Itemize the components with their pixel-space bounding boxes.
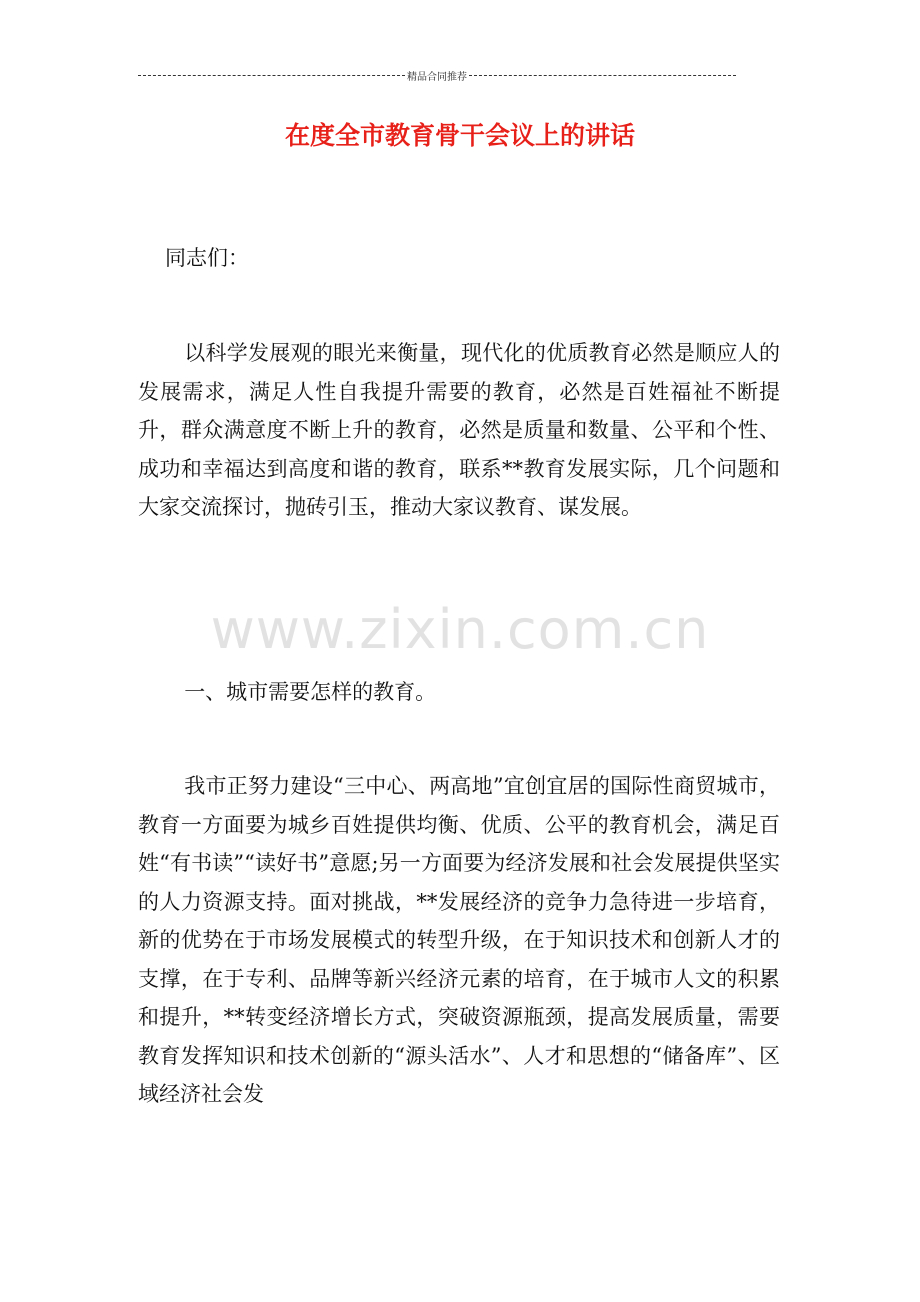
header-dash-right (469, 75, 736, 76)
header-dash-left (138, 75, 405, 76)
body-paragraph: 我市正努力建设“三中心、两高地”宜创宜居的国际性商贸城市，教育一方面要为城乡百姓提供均衡、优质、公平的教育机会，满足百姓“有书读”“读好书”意愿;另一方面要为经济发展和社会发展提供坚实的人力资源支持。面对挑战，**发展经济的竞争力急待进一步培育，新的优势在于市场发展模式的转型升级，在于知识技术和创新人才的支撑，在于专利、品牌等新兴经济元素的培育，在于城市人文的积累和提升，**转变经济增长方式，突破资源瓶颈，提高发展质量，需要教育发挥知识和技术创新的“源头活水”、人才和思想的“储备库”、区域经济社会发 (138, 774, 780, 1106)
section-heading: 一、城市需要怎样的教育。 (184, 680, 437, 704)
document-title: 在度全市教育骨干会议上的讲话 (284, 121, 635, 150)
watermark: www.zixin.com.cn (210, 598, 710, 661)
header-label: 精品合同推荐 (407, 72, 467, 83)
page-header (138, 68, 736, 83)
body-paragraph: 以科学发展观的眼光来衡量，现代化的优质教育必然是顺应人的发展需求，满足人性自我提升需要的教育，必然是百姓福祉不断提升，群众满意度不断上升的教育，必然是质量和数量、公平和个性、成功和幸福达到高度和谐的教育，联系**教育发展实际，几个问题和大家交流探讨，抛砖引玉，推动大家议教育、谋发展。 (138, 341, 780, 519)
salutation: 同志们： (165, 246, 249, 270)
